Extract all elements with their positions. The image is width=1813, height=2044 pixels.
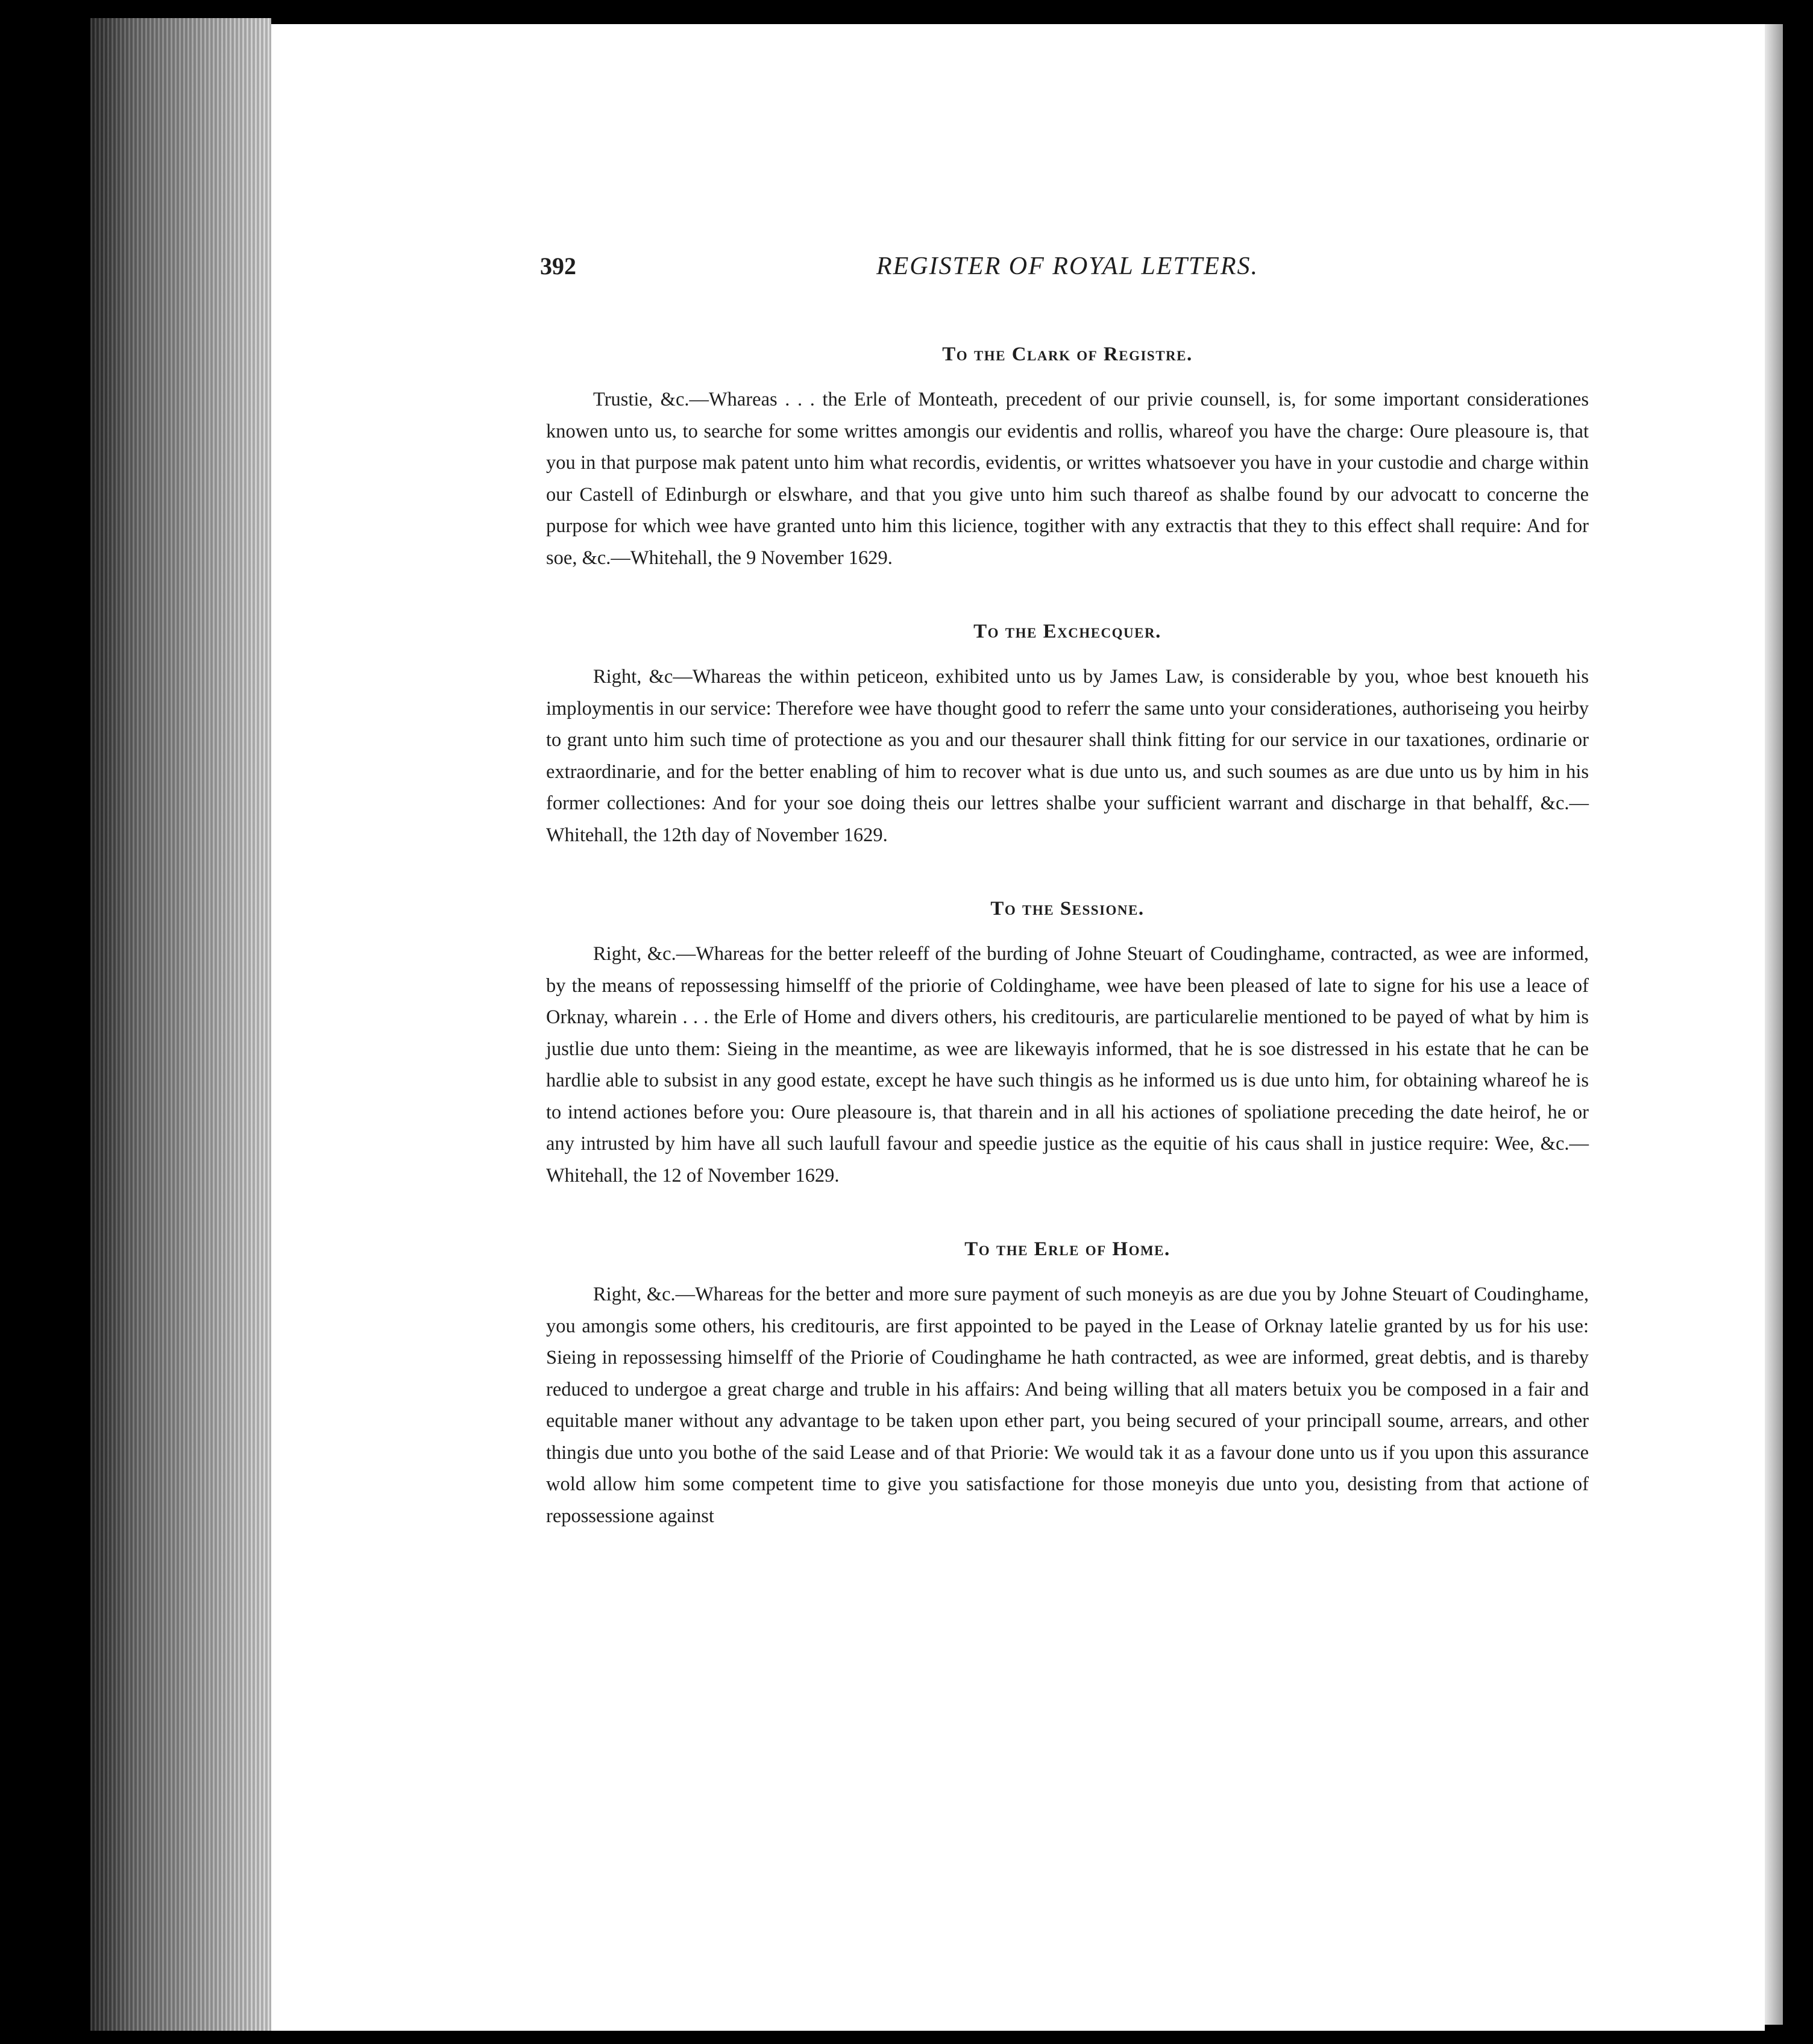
letter-body: Right, &c.—Whareas for the better releeff of the burding of Johne Steuart of Coudinghame, contracted, as wee are informed, by the means of repossessing himselff of the priorie of Coldinghame, wee have been pleased of late to signe for his use a leace of Orknay, wharein . . . the Erle of Home and divers others, his creditouris, are particularelie mentioned to be payed of what by him is justlie due unto them: Sieing in the meantime, as wee are likewayis informed, that he is soe distressed in his estate that he can be hardlie able to subsist in any good estate, except he have such thingis as he informed us is due unto him, for obtaining whareof he is to intend actiones before you: Oure pleasoure is, that tharein and in all his actiones of spoliatione preceding the date heirof, he or any intrusted by him have all such laufull favour and speedie justice as the equitie of his caus shall in justice require: Wee, &c.—Whitehall, the 12 of November 1629. (546, 943, 1589, 1187)
letter-heading: To the Exchecquer. (973, 621, 1161, 642)
letter-body: Right, &c—Whareas the within peticeon, exhibited unto us by James Law, is considerable by you, whoe best knoueth his imploymentis in our service: Therefore wee have thought good to referr the same unto your considerationes, authoriseing you heirby to grant unto him such time of protectione as you and our thesaurer shall think fitting for our service in our taxationes, ordinarie or extraordinarie, and for the better enabling of him to recover what is due unto us, and such soumes as are due unto us by him in his former collectiones: And for your soe doing theis our lettres shalbe your sufficient warrant and discharge in that behalff, &c.—Whitehall, the 12th day of November 1629. (546, 666, 1589, 846)
letter-exchecquer (546, 621, 1589, 851)
letter-heading: To the Erle of Home. (964, 1238, 1170, 1260)
running-head (540, 241, 1589, 283)
book-page-edges (90, 18, 271, 2031)
book-page (271, 24, 1765, 2031)
page-number: 392 (540, 252, 576, 280)
letter-heading: To the Sessione. (990, 898, 1145, 920)
letter-erle-of-home (546, 1238, 1589, 1532)
letter-sessione (546, 898, 1589, 1191)
running-title: REGISTER OF ROYAL LETTERS. (876, 252, 1258, 280)
page-content (540, 241, 1589, 1532)
book-right-edge (1765, 24, 1783, 2025)
letter-body: Right, &c.—Whareas for the better and more sure payment of such moneyis as are due you by Johne Steuart of Coudinghame, you amongis some others, his creditouris, are first appointed to be payed in the Lease of Orknay latelie granted by us for his use: Sieing in repossessing himselff of the Priorie of Coudinghame he hath contracted, as wee are informed, great debtis, and is thareby reduced to undergoe a great charge and truble in his affairs: And being willing that all maters betuix you be composed in a fair and equitable maner without any advantage to be taken upon ether part, you being secured of your principall soume, arrears, and other thingis due unto you bothe of the said Lease and of that Priorie: We would tak it as a favour done unto us if you upon this assurance wold allow him some competent time to give you satisfactione for those moneyis due unto you, desisting from that actione of repossessione against (546, 1284, 1589, 1527)
letter-heading: To the Clark of Registre. (942, 343, 1193, 365)
letter-body: Trustie, &c.—Whareas . . . the Erle of Monteath, precedent of our privie counsell, is, for some important considerationes knowen unto us, to searche for some writtes amongis our evidentis and rollis, whareof you have the charge: Oure pleasoure is, that you in that purpose mak patent unto him what recordis, evidentis, or writtes whatsoever you have in your custodie and charge within our Castell of Edinburgh or elswhare, and that you give unto him such thareof as shalbe found by our advocatt to concerne the purpose for which wee have granted unto him this licience, togither with any extractis that they to this effect shall require: And for soe, &c.—Whitehall, the 9 November 1629. (546, 389, 1589, 569)
letter-clark-of-registre (546, 343, 1589, 574)
